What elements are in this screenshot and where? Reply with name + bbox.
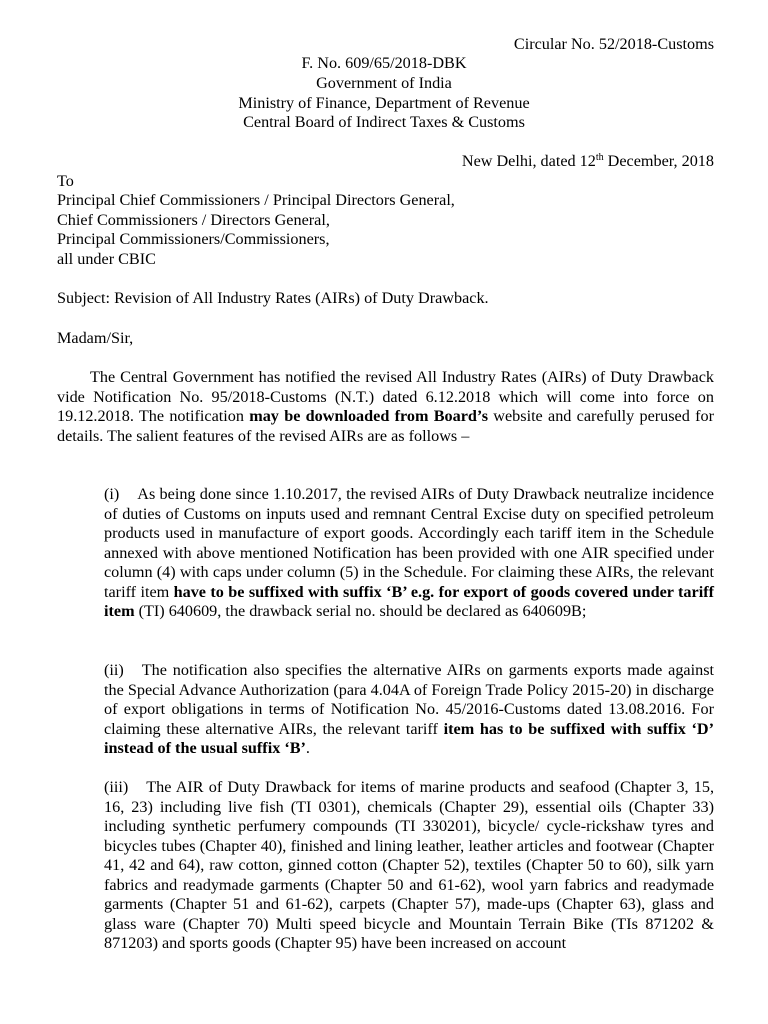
point-paragraph: (iii) The AIR of Duty Drawback for items of marine products and seafood (Chapter 3, 15, 16, 23) including live fish (TI 0301), chemicals (Chapter 29), essential oils (Chapter 33) including synthetic perfumery compounds (TI 330201), bicycle/ cycle-rickshaw tyres and bicycles tubes (Chapter 40), finished and lining leather, leather articles and footwear (Chapter 41, 42 and 64), raw cotton, ginned cotton (Chapter 52), textiles (Chapter 50 to 60), silk yarn fabrics and readymade garments (Chapter 50 and 61-62), wool yarn fabrics and readymade garments (Chapter 51 and 61-62), carpets (Chapter 57), made-ups (Chapter 63), glass and glass ware (Chapter 70) Multi speed bicycle and Mountain Terrain Bike (TIs 871202 & 871203) and sports goods (Chapter 95) have been increased on account bbox=[104, 778, 714, 952]
emphasis: have to be suffixed with suffix ‘B’ e.g. for export of goods covered under tariff item bbox=[104, 582, 714, 620]
to-label: To bbox=[57, 172, 74, 190]
addressee-line: all under CBIC bbox=[57, 250, 156, 268]
date-line bbox=[462, 152, 714, 172]
salutation: Madam/Sir, bbox=[57, 329, 134, 347]
addressee-line: Chief Commissioners / Directors General, bbox=[57, 211, 330, 229]
ministry-name: Ministry of Finance, Department of Revenue bbox=[238, 94, 530, 112]
date-suffix: December, 2018 bbox=[603, 152, 714, 170]
circular-number: Circular No. 52/2018-Customs bbox=[513, 35, 714, 53]
point-number: (ii) bbox=[104, 661, 124, 679]
government-name: Government of India bbox=[316, 74, 452, 92]
point-paragraph: (i) As being done since 1.10.2017, the revised AIRs of Duty Drawback neutralize incidence of duties of Customs on inputs used and remnant Central Excise duty on specified petroleum products used in manufacture of export goods. Accordingly each tariff item in the Schedule annexed with above mentioned Notification has been provided with one AIR specified under column (4) with caps under column (5) in the Schedule. For claiming these AIRs, the relevant tariff item have to be suffixed with suffix ‘B’ e.g. for export of goods covered under tariff item (TI) 640609, the drawback serial no. should be declared as 640609B; bbox=[104, 485, 714, 620]
point-paragraph: (ii) The notification also specifies the alternative AIRs on garments exports made against the Special Advance Authorization (para 4.04A of Foreign Trade Policy 2015-20) in discharge of export obligations in terms of Notification No. 45/2016-Customs dated 13.08.2016. For claiming these alternative AIRs, the relevant tariff item has to be suffixed with suffix ‘D’ instead of the usual suffix ‘B’. bbox=[104, 661, 714, 757]
intro-paragraph: The Central Government has notified the revised All Industry Rates (AIRs) of Duty Drawback vide Notification No. 95/2018-Customs (N.T.) dated 6.12.2018 which will come into force on 19.12.2018. The notification may be downloaded from Board’s website and carefully perused for details. The salient features of the revised AIRs are as follows – bbox=[57, 368, 714, 445]
point-number: (iii) bbox=[104, 778, 129, 796]
point-number: (i) bbox=[104, 485, 120, 503]
addressee-line: Principal Commissioners/Commissioners, bbox=[57, 230, 330, 248]
emphasis: may be downloaded from Board’s bbox=[249, 407, 489, 425]
date-superscript: th bbox=[595, 152, 604, 163]
subject-line: Subject: Revision of All Industry Rates (AIRs) of Duty Drawback. bbox=[57, 289, 489, 307]
date-prefix: New Delhi, dated 12 bbox=[461, 152, 596, 170]
emphasis: item has to be suffixed with suffix ‘D’ instead of the usual suffix ‘B’ bbox=[104, 719, 714, 757]
board-name: Central Board of Indirect Taxes & Customs bbox=[243, 113, 525, 131]
addressee-line: Principal Chief Commissioners / Principal Directors General, bbox=[57, 191, 455, 209]
file-number: F. No. 609/65/2018-DBK bbox=[301, 54, 467, 72]
